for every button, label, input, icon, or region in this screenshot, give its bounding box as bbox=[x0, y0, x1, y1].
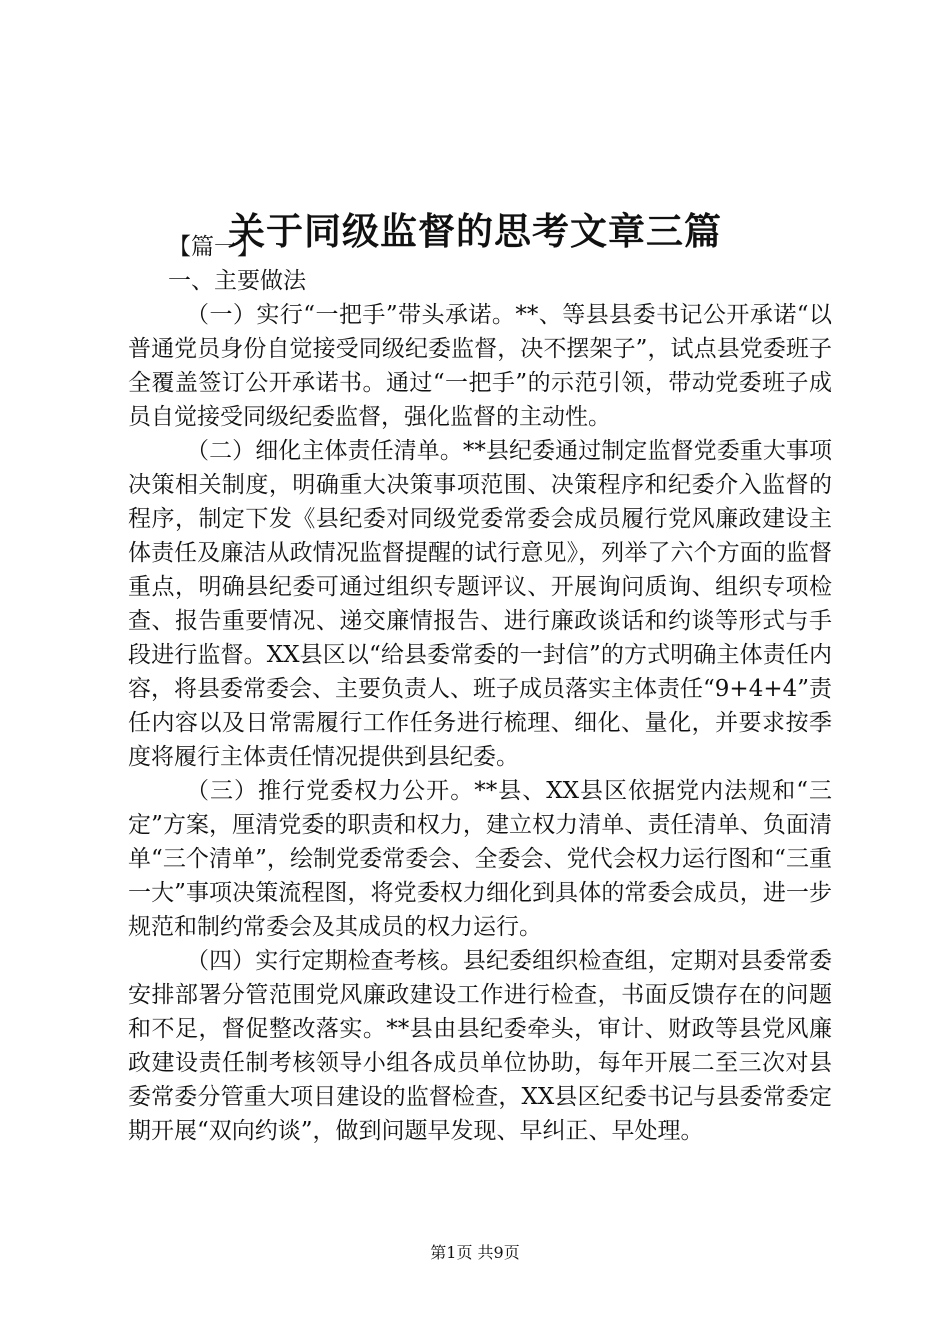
paragraph-4: （四）实行定期检查考核。县纪委组织检查组，定期对县委常委安排部署分管范围党风廉政建设工作进行检查，书面反馈存在的问题和不足，督促整改落实。**县由县纪委牵头，审计、财政等县党风廉政建设责任制考核领导小组各成员单位协助，每年开展二至三次对县委常委分管重大项目建设的监督检查，XX县区纪委书记与县委常委定期开展“双向约谈”，做到问题早发现、早纠正、早处理。 bbox=[128, 948, 832, 1144]
section-heading: 一、主要做法 bbox=[168, 268, 306, 294]
paragraph-1: （一）实行“一把手”带头承诺。**、等县县委书记公开承诺“以普通党员身份自觉接受同级纪委监督，决不摆架子”，试点县党委班子全覆盖签订公开承诺书。通过“一把手”的示范引领，带动党委班子成员自觉接受同级纪委监督，强化监督的主动性。 bbox=[128, 302, 832, 430]
document-title: 关于同级监督的思考文章三篇 bbox=[228, 208, 722, 253]
part-label: 【篇一】 bbox=[168, 234, 260, 260]
page-footer: 第1页 共9页 bbox=[430, 1243, 520, 1262]
paragraph-2: （二）细化主体责任清单。**县纪委通过制定监督党委重大事项决策相关制度，明确重大决策事项范围、决策程序和纪委介入监督的程序，制定下发《县纪委对同级党委常委会成员履行党风廉政建设主体责任及廉洁从政情况监督提醒的试行意见》，列举了六个方面的监督重点，明确县纪委可通过组织专题评议、开展询问质询、组织专项检查、报告重要情况、递交廉情报告、进行廉政谈话和约谈等形式与手段进行监督。XX县区以“给县委常委的一封信”的方式明确主体责任内容，将县委常委会、主要负责人、班子成员落实主体责任“9+4+4”责任内容以及日常需履行工作任务进行梳理、细化、量化，并要求按季度将履行主体责任情况提供到县纪委。 bbox=[128, 438, 832, 770]
document-body bbox=[128, 230, 832, 1148]
paragraph-3: （三）推行党委权力公开。**县、XX县区依据党内法规和“三定”方案，厘清党委的职责和权力，建立权力清单、责任清单、负面清单“三个清单”，绘制党委常委会、全委会、党代会权力运行图和“三重一大”事项决策流程图，将党委权力细化到具体的常委会成员，进一步规范和制约常委会及其成员的权力运行。 bbox=[128, 778, 832, 940]
